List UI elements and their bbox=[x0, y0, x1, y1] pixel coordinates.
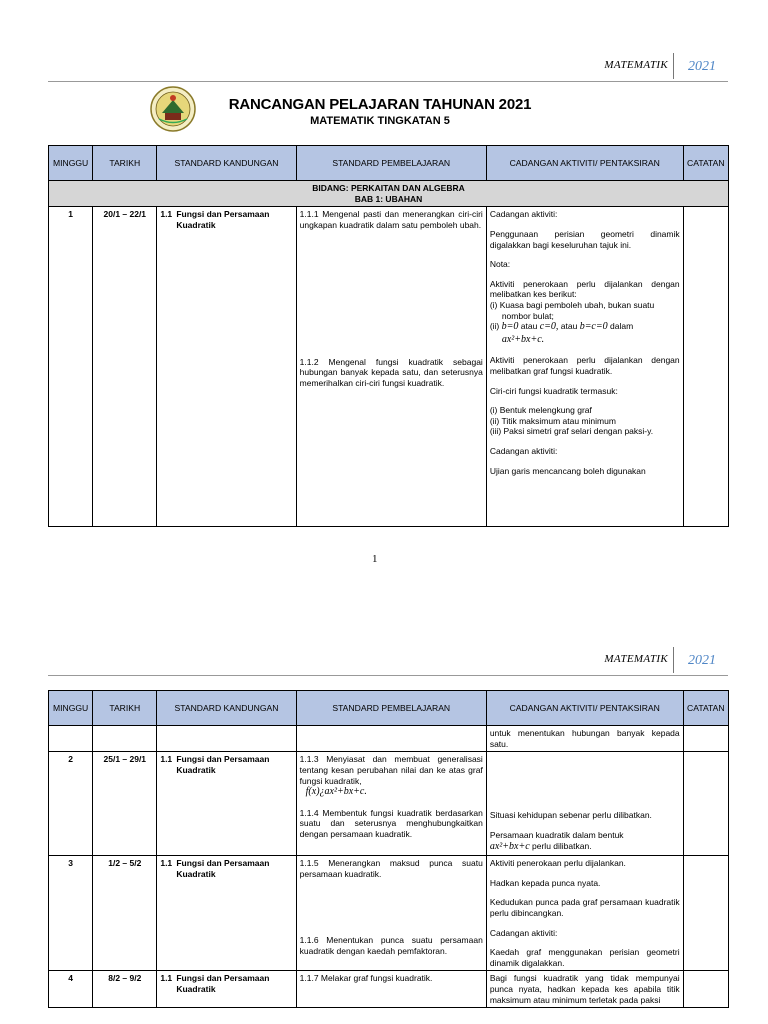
ca-text: Ciri-ciri fungsi kuadratik termasuk: bbox=[489, 385, 618, 396]
col-header-standard-pembelajaran: STANDARD PEMBELAJARAN bbox=[296, 691, 486, 726]
standard-pembelajaran-cell bbox=[296, 752, 486, 856]
cadangan-aktiviti-cell bbox=[486, 207, 683, 527]
standard-kandungan-cell bbox=[157, 726, 296, 752]
standard-pembelajaran-cell bbox=[296, 856, 486, 971]
ca-text: Cadangan aktiviti: bbox=[489, 927, 558, 938]
bidang-cell bbox=[49, 181, 729, 207]
header-subject: MATEMATIK bbox=[604, 59, 668, 71]
ca-text: perlu dilibatkan. bbox=[532, 840, 592, 851]
catatan-cell bbox=[683, 752, 728, 856]
catatan-cell bbox=[683, 207, 728, 527]
table-header-row bbox=[49, 691, 729, 726]
page-number: 1 bbox=[372, 553, 378, 565]
bidang-label: BIDANG: PERKAITAN DAN ALGEBRA bbox=[312, 183, 465, 193]
document-title-block bbox=[200, 96, 560, 127]
ca-text: Aktiviti penerokaan perlu dijalankan. bbox=[489, 858, 626, 868]
page2-header bbox=[48, 649, 728, 676]
ca-list-item: (i) Kuasa bagi pemboleh ubah, bukan suatu nombor bulat; bbox=[489, 300, 655, 321]
ca-list-item bbox=[490, 321, 680, 346]
ca-text: atau bbox=[560, 321, 578, 332]
col-header-minggu: MINGGU bbox=[49, 146, 93, 181]
tarikh-cell: 8/2 – 9/2 bbox=[93, 971, 157, 1008]
header-divider bbox=[673, 53, 674, 79]
ca-text: atau bbox=[520, 321, 538, 332]
col-header-catatan: CATATAN bbox=[683, 691, 728, 726]
col-header-standard-kandungan: STANDARD KANDUNGAN bbox=[157, 146, 296, 181]
document-title: RANCANGAN PELAJARAN TAHUNAN 2021 bbox=[228, 96, 532, 113]
table-row bbox=[49, 971, 729, 1008]
sp-item-1-1-3: 1.1.3 Menyiasat dan membuat generalisasi tentang kesan perubahan nilai dan ke atas graf fungsi kuadratik, bbox=[299, 754, 483, 786]
col-header-standard-pembelajaran: STANDARD PEMBELAJARAN bbox=[296, 146, 486, 181]
math-expression: b=c=0 bbox=[579, 321, 608, 333]
col-header-tarikh: TARIKH bbox=[93, 146, 157, 181]
math-expression: ax²+bx+c. bbox=[501, 333, 545, 345]
ca-text: dalam bbox=[610, 321, 634, 332]
sp-item-1-1-7: 1.1.7 Melakar graf fungsi kuadratik. bbox=[299, 973, 433, 984]
ca-text: Cadangan aktiviti: bbox=[489, 446, 558, 456]
standard-pembelajaran-cell bbox=[296, 726, 486, 752]
lesson-plan-table-page2 bbox=[48, 690, 729, 1008]
school-logo-icon bbox=[150, 86, 196, 132]
sk-title-line2: Kuadratik bbox=[176, 219, 216, 230]
ca-text: Penggunaan perisian geometri dinamik digalakkan bagi keseluruhan tajuk ini. bbox=[489, 228, 680, 250]
sk-title-line1: Fungsi dan Persamaan bbox=[176, 973, 270, 984]
cadangan-aktiviti-cell bbox=[486, 752, 683, 856]
col-header-catatan: CATATAN bbox=[683, 146, 728, 181]
col-header-cadangan-aktiviti: CADANGAN AKTIVITI/ PENTAKSIRAN bbox=[486, 691, 683, 726]
math-expression: f(x)¿ax²+bx+c. bbox=[305, 786, 367, 798]
ca-list-marker: (ii) bbox=[489, 321, 500, 332]
bidang-row bbox=[49, 181, 729, 207]
standard-kandungan-cell bbox=[157, 971, 296, 1008]
col-header-tarikh: TARIKH bbox=[93, 691, 157, 726]
standard-kandungan-cell bbox=[157, 856, 296, 971]
catatan-cell bbox=[683, 971, 728, 1008]
sk-title-line2: Kuadratik bbox=[176, 984, 216, 994]
table-header-row bbox=[49, 146, 729, 181]
ca-list-item: (ii) Titik maksimum atau minimum bbox=[489, 415, 616, 426]
cadangan-aktiviti-cell bbox=[486, 971, 683, 1008]
ca-text: Aktiviti penerokaan perlu dijalankan dengan melibatkan kes berikut: bbox=[489, 278, 680, 300]
tarikh-cell: 25/1 – 29/1 bbox=[93, 752, 157, 856]
sp-item-1-1-2: 1.1.2 Mengenal fungsi kuadratik sebagai hubungan banyak kepada satu, dan seterusnya memerihalkan ciri-ciri fungsi kuadratik. bbox=[299, 356, 483, 388]
sk-title-line1: Fungsi dan Persamaan bbox=[176, 858, 270, 868]
sk-title-line1: Fungsi dan Persamaan bbox=[176, 209, 270, 220]
math-expression: ax²+bx+c bbox=[489, 840, 530, 852]
standard-kandungan-cell bbox=[157, 207, 296, 527]
sp-item-1-1-1: 1.1.1 Mengenal pasti dan menerangkan ciri-ciri ungkapan kuadratik dalam satu pemboleh ubah. bbox=[299, 209, 483, 230]
catatan-cell bbox=[683, 856, 728, 971]
table-row bbox=[49, 752, 729, 856]
header-divider bbox=[673, 647, 674, 673]
ca-text: Cadangan aktiviti: bbox=[489, 209, 558, 220]
standard-pembelajaran-cell bbox=[296, 207, 486, 527]
ca-text: Kaedah graf menggunakan perisian geometri dinamik digalakkan. bbox=[489, 947, 680, 968]
sp-item-1-1-6: 1.1.6 Menentukan punca suatu persamaan kuadratik dengan kaedah pemfaktoran. bbox=[299, 935, 483, 956]
header-year: 2021 bbox=[688, 653, 716, 668]
col-header-standard-kandungan: STANDARD KANDUNGAN bbox=[157, 691, 296, 726]
minggu-cell: 2 bbox=[49, 752, 93, 856]
math-expression: c=0, bbox=[539, 321, 559, 333]
standard-pembelajaran-cell bbox=[296, 971, 486, 1008]
lesson-plan-table-page1 bbox=[48, 145, 729, 527]
tarikh-cell: 20/1 – 22/1 bbox=[93, 207, 157, 527]
ca-list-item: (i) Bentuk melengkung graf bbox=[489, 405, 592, 416]
document-subtitle: MATEMATIK TINGKATAN 5 bbox=[310, 115, 450, 127]
col-header-minggu: MINGGU bbox=[49, 691, 93, 726]
sk-number: 1.1 bbox=[160, 858, 173, 868]
minggu-cell: 4 bbox=[49, 971, 93, 1008]
bab-label: BAB 1: UBAHAN bbox=[354, 193, 423, 204]
ca-text: Nota: bbox=[489, 259, 511, 270]
ca-text: Persamaan kuadratik dalam bentuk bbox=[489, 829, 624, 840]
minggu-cell bbox=[49, 726, 93, 752]
minggu-cell: 1 bbox=[49, 207, 93, 527]
catatan-cell bbox=[683, 726, 728, 752]
minggu-cell: 3 bbox=[49, 856, 93, 971]
standard-kandungan-cell bbox=[157, 752, 296, 856]
table-row bbox=[49, 726, 729, 752]
sk-number: 1.1 bbox=[160, 209, 173, 220]
cadangan-aktiviti-cell bbox=[486, 726, 683, 752]
page1-header bbox=[48, 55, 728, 82]
ca-text: Ujian garis mencancang boleh digunakan bbox=[489, 465, 646, 476]
tarikh-cell: 1/2 – 5/2 bbox=[93, 856, 157, 971]
ca-text: Bagi fungsi kuadratik yang tidak mempunyai punca nyata, hadkan kepada kes apabila titik maksimum atau minimum terletak pada paksi bbox=[489, 973, 680, 1005]
table-row bbox=[49, 207, 729, 527]
cadangan-aktiviti-cell bbox=[486, 856, 683, 971]
sk-title-line2: Kuadratik bbox=[176, 764, 216, 775]
sk-number: 1.1 bbox=[160, 754, 173, 765]
ca-text: Situasi kehidupan sebenar perlu dilibatkan. bbox=[489, 810, 652, 821]
sp-item-1-1-4: 1.1.4 Membentuk fungsi kuadratik berdasarkan suatu dan seterusnya menghubungkaitkan dengan persamaan kuadratik. bbox=[299, 807, 483, 839]
header-year: 2021 bbox=[688, 59, 716, 74]
math-expression: b=0 bbox=[501, 321, 519, 333]
sk-title-line1: Fungsi dan Persamaan bbox=[176, 754, 270, 765]
header-subject: MATEMATIK bbox=[604, 653, 668, 665]
ca-text: Kedudukan punca pada graf persamaan kuadratik perlu dibincangkan. bbox=[489, 897, 680, 918]
tarikh-cell bbox=[93, 726, 157, 752]
sk-title-line2: Kuadratik bbox=[176, 868, 216, 879]
ca-text: Aktiviti penerokaan perlu dijalankan dengan melibatkan graf fungsi kuadratik. bbox=[489, 355, 680, 376]
table-row bbox=[49, 856, 729, 971]
sp-item-1-1-5: 1.1.5 Menerangkan maksud punca suatu persamaan kuadratik. bbox=[299, 858, 483, 879]
ca-text: Hadkan kepada punca nyata. bbox=[489, 877, 601, 888]
sk-number: 1.1 bbox=[160, 973, 173, 984]
ca-list-item: (iii) Paksi simetri graf selari dengan paksi-y. bbox=[489, 426, 654, 437]
ca-text: untuk menentukan hubungan banyak kepada satu. bbox=[489, 728, 680, 749]
col-header-cadangan-aktiviti: CADANGAN AKTIVITI/ PENTAKSIRAN bbox=[486, 146, 683, 181]
